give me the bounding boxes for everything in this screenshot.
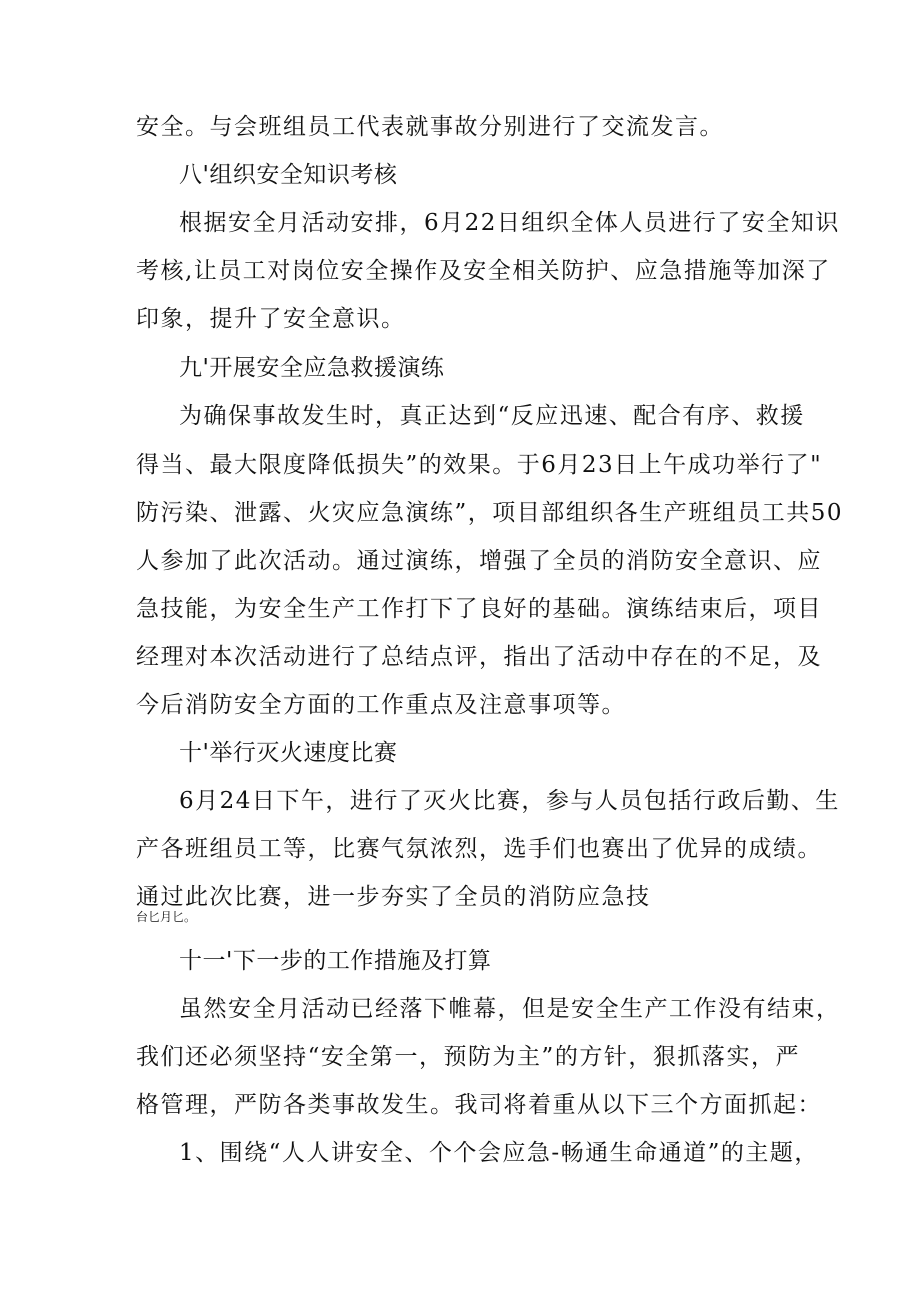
paragraph-line: 格管理，严防各类事故发生。我司将着重从以下三个方面抓起：: [136, 1092, 822, 1118]
paragraph-line: 我们还必须坚持“安全第一，预防为主”的方针，狠抓落实，严: [136, 1044, 800, 1070]
paragraph-line: 安全。与会班组员工代表就事故分别进行了交流发言。: [136, 114, 724, 140]
paragraph-line: 考核,让员工对岗位安全操作及安全相关防护、应急措施等加深了: [136, 258, 831, 284]
paragraph-line: 1、围绕“人人讲安全、个个会应急-畅通生命通道”的主题，: [179, 1140, 819, 1166]
paragraph-line: 虽然安全月活动已经落下帷幕，但是安全生产工作没有结束，: [179, 996, 841, 1022]
paragraph-line: 6月24日下午，进行了灭火比赛，参与人员包括行政后勤、生: [179, 788, 840, 814]
paragraph-line: 得当、最大限度降低损失”的效果。于6月23日上午成功举行了": [136, 452, 823, 478]
paragraph-line-fragment: 台匕月匕。: [136, 910, 197, 924]
paragraph-line: 防污染、泄露、火灾应急演练”，项目部组织各生产班组员工共50: [136, 500, 844, 526]
paragraph-line: 印象，提升了安全意识。: [136, 306, 406, 332]
paragraph-line: 人参加了此次活动。通过演练，增强了全员的消防安全意识、应: [136, 548, 822, 574]
paragraph-line: 今后消防安全方面的工作重点及注意事项等。: [136, 692, 626, 718]
section-heading-11: 十一'下一步的工作措施及打算: [179, 948, 492, 974]
paragraph-line: 产各班组员工等，比赛气氛浓烈，选手们也赛出了优异的成绩。: [136, 836, 822, 862]
section-heading-8: 八'组织安全知识考核: [179, 162, 398, 188]
section-heading-9: 九'开展安全应急救援演练: [179, 355, 445, 381]
paragraph-line: 通过此次比赛，进一步夯实了全员的消防应急技: [136, 884, 651, 910]
paragraph-line: 经理对本次活动进行了总结点评，指出了活动中存在的不足，及: [136, 644, 822, 670]
paragraph-line: 为确保事故发生时，真正达到“反应迅速、配合有序、救援: [179, 403, 805, 429]
paragraph-line: 急技能，为安全生产工作打下了良好的基础。演练结束后，项目: [136, 596, 822, 622]
section-heading-10: 十'举行灭火速度比赛: [179, 740, 398, 766]
paragraph-line: 根据安全月活动安排，6月22日组织全体人员进行了安全知识: [179, 210, 840, 236]
